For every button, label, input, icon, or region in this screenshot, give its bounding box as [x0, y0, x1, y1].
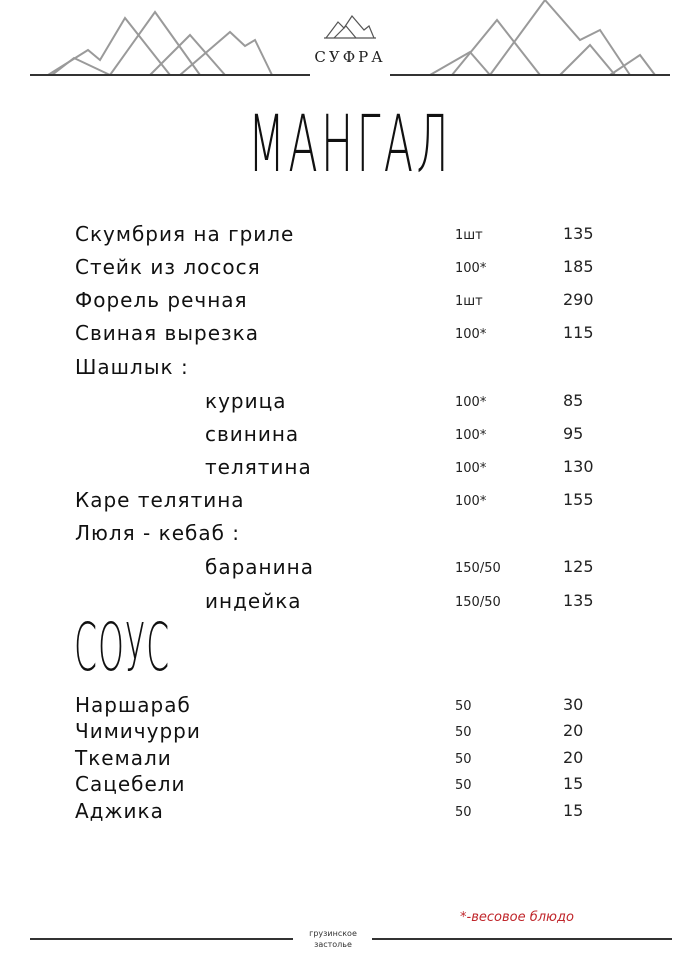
item-portion: 1шт — [455, 294, 483, 309]
weight-dish-note: *-весовое блюдо — [460, 910, 574, 925]
item-name: Скумбрия на гриле — [75, 222, 295, 246]
menu-category — [0, 518, 700, 548]
item-portion: 50 — [455, 752, 472, 767]
footer-divider-left — [30, 938, 293, 940]
item-name: Ткемали — [75, 746, 172, 770]
item-name: индейка — [205, 589, 302, 613]
item-portion: 1шт — [455, 228, 483, 243]
menu-item — [0, 252, 700, 282]
item-name: Наршараб — [75, 693, 191, 717]
item-portion: 50 — [455, 778, 472, 793]
item-name: телятина — [205, 455, 312, 479]
item-name: Каре телятина — [75, 488, 245, 512]
item-price: 290 — [563, 290, 594, 309]
menu-category — [0, 352, 700, 382]
item-name: Сацебели — [75, 772, 186, 796]
grill-section-title: МАНГАЛ — [248, 100, 452, 190]
menu-item — [0, 552, 700, 582]
menu-item — [0, 285, 700, 315]
menu-item — [0, 419, 700, 449]
footer-label — [296, 928, 370, 950]
menu-item — [0, 219, 700, 249]
mountains-logo-icon — [324, 16, 376, 38]
item-name: свинина — [205, 422, 300, 446]
item-name: Аджика — [75, 799, 164, 823]
item-price: 155 — [563, 490, 594, 509]
menu-item — [0, 716, 700, 746]
menu-item — [0, 318, 700, 348]
item-name: Чимичурри — [75, 719, 201, 743]
brand-name: СУФРА — [314, 48, 386, 66]
item-portion: 100* — [455, 494, 487, 509]
item-portion: 100* — [455, 461, 487, 476]
item-portion: 50 — [455, 805, 472, 820]
item-name: курица — [205, 389, 287, 413]
sauce-section-title: СОУС — [74, 609, 171, 686]
item-portion: 100* — [455, 327, 487, 342]
item-portion: 100* — [455, 395, 487, 410]
item-name: Форель речная — [75, 288, 248, 312]
item-portion: 100* — [455, 428, 487, 443]
item-price: 30 — [563, 695, 584, 714]
item-portion: 150/50 — [455, 561, 501, 576]
menu-item — [0, 452, 700, 482]
item-price: 130 — [563, 457, 594, 476]
menu-item — [0, 485, 700, 515]
item-name: Свиная вырезка — [75, 321, 260, 345]
item-price: 85 — [563, 391, 584, 410]
item-price: 115 — [563, 323, 594, 342]
item-price: 135 — [563, 224, 594, 243]
footer-label-line1: грузинское — [309, 929, 357, 938]
item-price: 20 — [563, 721, 584, 740]
item-portion: 100* — [455, 261, 487, 276]
menu-item — [0, 796, 700, 826]
item-portion: 50 — [455, 699, 472, 714]
item-price: 20 — [563, 748, 584, 767]
item-price: 135 — [563, 591, 594, 610]
menu-item — [0, 769, 700, 799]
item-portion: 150/50 — [455, 595, 501, 610]
footer-label-line2: застолье — [314, 940, 352, 949]
item-name: Стейк из лосося — [75, 255, 261, 279]
category-name: Шашлык : — [75, 355, 189, 379]
footer-divider-right — [372, 938, 672, 940]
mountains-header-decoration — [0, 0, 700, 90]
item-price: 125 — [563, 557, 594, 576]
item-price: 95 — [563, 424, 584, 443]
item-price: 185 — [563, 257, 594, 276]
menu-item — [0, 386, 700, 416]
item-name: баранина — [205, 555, 314, 579]
item-price: 15 — [563, 801, 584, 820]
category-name: Люля - кебаб : — [75, 521, 241, 545]
item-portion: 50 — [455, 725, 472, 740]
item-price: 15 — [563, 774, 584, 793]
